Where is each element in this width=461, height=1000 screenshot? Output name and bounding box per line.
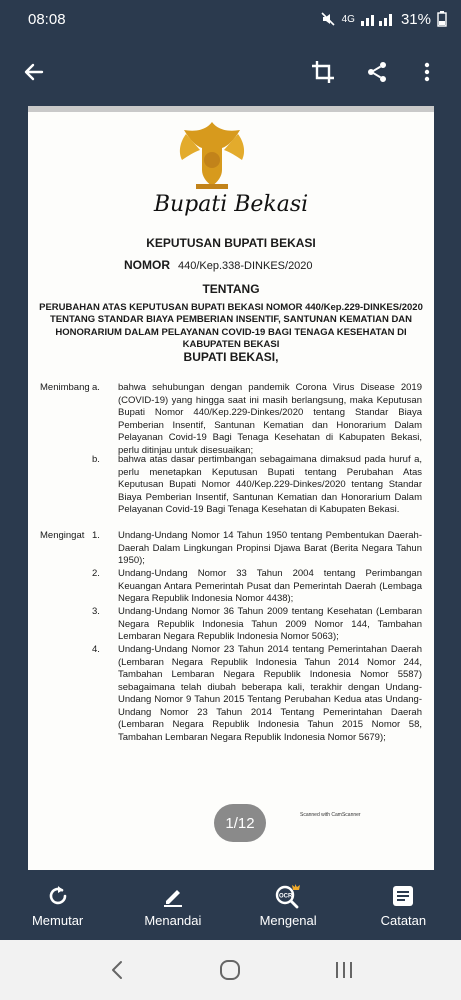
- item-text: Undang-Undang Nomor 14 Tahun 1950 tentang Pembentukan Daerah-Daerah Dalam Lingkungan Propinsi Djawa Barat (Berita Negara Tahun 1950);: [118, 530, 422, 567]
- share-button[interactable]: [355, 50, 399, 94]
- annotate-label: Menandai: [144, 912, 202, 928]
- number-label: NOMOR: [124, 258, 170, 272]
- nav-back-button[interactable]: [97, 950, 137, 990]
- battery-level: 31%: [400, 10, 431, 28]
- rotate-button[interactable]: [0, 870, 115, 940]
- item-text: Undang-Undang Nomor 33 Tahun 2004 tentang Perimbangan Keuangan Antara Pemerintah Pusat dan Pemerintah Daerah (Lembaga Negara Republik Indonesia Nomor 4438);: [118, 568, 422, 605]
- notes-button[interactable]: [346, 870, 461, 940]
- document-viewer[interactable]: [0, 106, 461, 870]
- ocr-icon: [273, 883, 303, 909]
- document-title: KEPUTUSAN BUPATI BEKASI: [146, 236, 316, 250]
- item-mark: 1.: [92, 530, 100, 541]
- back-nav-icon: [109, 960, 125, 980]
- rotate-label: Memutar: [31, 912, 84, 928]
- status-icons: [320, 11, 447, 28]
- item-mark: a.: [92, 382, 100, 393]
- item-mark: b.: [92, 454, 100, 465]
- ocr-label: Mengenal: [259, 912, 317, 928]
- mengingat-item: [92, 644, 422, 754]
- number-value: 440/Kep.338-DINKES/2020: [178, 260, 313, 272]
- item-text: bahwa sehubungan dengan pandemik Corona Virus Disease 2019 (COVID-19) yang hingga saat ini masih berlangsung, maka Keputusan Bupati Nomor 440/Kep.229-Dinkes/2020 tentang Standar Biaya Pemberian Insentif, Santunan Kematian dan Honorarium Dalam Pelayanan Covid-19 Bagi Tenaga Kesehatan di Kabupaten Bekasi, perlu ditinjau untuk disesuaikan;: [118, 382, 422, 456]
- nav-home-button[interactable]: [210, 950, 250, 990]
- garuda-emblem-icon: [166, 112, 258, 192]
- bottom-toolbar: [0, 870, 461, 940]
- notes-icon: [390, 883, 416, 909]
- menimbang-item: [92, 454, 422, 518]
- pen-icon: [160, 883, 186, 909]
- mengingat-item: [92, 606, 422, 646]
- document-subject: PERUBAHAN ATAS KEPUTUSAN BUPATI BEKASI NOMOR 440/Kep.229-DINKES/2020 TENTANG STANDAR BIAYA PEMBERIAN INSENTIF, SANTUNAN KEMATIAN DAN HONORARIUM DALAM PELAYANAN COVID-19 BAGI TENAGA KESEHATAN DI KABUPATEN BEKASI: [39, 302, 423, 351]
- letterhead: Bupati Bekasi: [153, 192, 309, 217]
- home-nav-icon: [218, 958, 242, 982]
- mengingat-item: [92, 530, 422, 570]
- menimbang-label: Menimbang: [40, 382, 90, 393]
- mengingat-label: Mengingat: [40, 530, 85, 541]
- crop-icon: [310, 59, 336, 85]
- document-number: [124, 258, 313, 272]
- bupati-heading: BUPATI BEKASI,: [183, 350, 279, 364]
- tentang-heading: TENTANG: [202, 282, 260, 296]
- annotate-button[interactable]: [115, 870, 230, 940]
- share-icon: [365, 60, 389, 84]
- menimbang-item: [92, 382, 422, 456]
- battery-icon: [437, 11, 447, 27]
- more-options-button[interactable]: [405, 50, 449, 94]
- document-page: [28, 106, 434, 870]
- page-indicator: 1/12: [214, 804, 266, 842]
- notes-label: Catatan: [380, 912, 427, 928]
- rotate-icon: [45, 883, 71, 909]
- item-text: bahwa atas dasar pertimbangan sebagaimana dimaksud pada huruf a, perlu menetapkan Keputusan Bupati tentang Perubahan Atas Keputusan Bupati Nomor 440/Kep.229-Dinkes/2020 tentang Standar Biaya Pemberian Insentif, Santunan Kematian dan Honorarium Dalam Pelayanan Covid-19 Bagi Tenaga Kesehatan di Kabupaten Bekasi.: [118, 454, 422, 516]
- mengingat-item: [92, 568, 422, 608]
- back-button[interactable]: [12, 50, 56, 94]
- item-mark: 2.: [92, 568, 100, 579]
- status-time: 08:08: [28, 10, 66, 28]
- item-mark: 3.: [92, 606, 100, 617]
- back-arrow-icon: [22, 60, 46, 84]
- recents-nav-icon: [333, 960, 355, 980]
- scanned-note: Scanned with CamScanner: [300, 812, 361, 818]
- nav-recents-button[interactable]: [324, 950, 364, 990]
- signal-icon: [361, 12, 395, 26]
- network-type: 4G: [341, 13, 355, 25]
- more-vert-icon: [415, 60, 439, 84]
- ocr-button[interactable]: [231, 870, 346, 940]
- app-bar: [0, 38, 461, 106]
- status-bar: [0, 0, 461, 38]
- mute-icon: [320, 11, 336, 27]
- item-mark: 4.: [92, 644, 100, 655]
- item-text: Undang-Undang Nomor 36 Tahun 2009 tentang Kesehatan (Lembaran Negara Republik Indonesia Tahun 2009 Nomor 144, Tambahan Lembaran Negara Republik Indonesia Nomor 5063);: [118, 606, 422, 643]
- svg-text:OCR: OCR: [279, 893, 293, 899]
- crop-button[interactable]: [301, 50, 345, 94]
- system-nav-bar: [0, 940, 461, 1000]
- item-text: Undang-Undang Nomor 23 Tahun 2014 tentang Pemerintahan Daerah (Lembaran Negara Republik Indonesia Tahun 2014 Nomor 244, Tambahan Lembaran Negara Republik Indonesia Nomor 5587) sebagaimana telah diubah beberapa kali, terakhir dengan Undang-Undang Nomor 9 Tahun 2015 Tentang Perubahan Kedua atas Undang-Undang Nomor 23 Tahun 2014 Tentang Pemerintahan Daerah (Lembaran Negara Republik Indonesia Tahun 2015 Nomor 58, Tambahan Lembaran Negara Republik Indonesia Nomor 5679);: [118, 644, 422, 743]
